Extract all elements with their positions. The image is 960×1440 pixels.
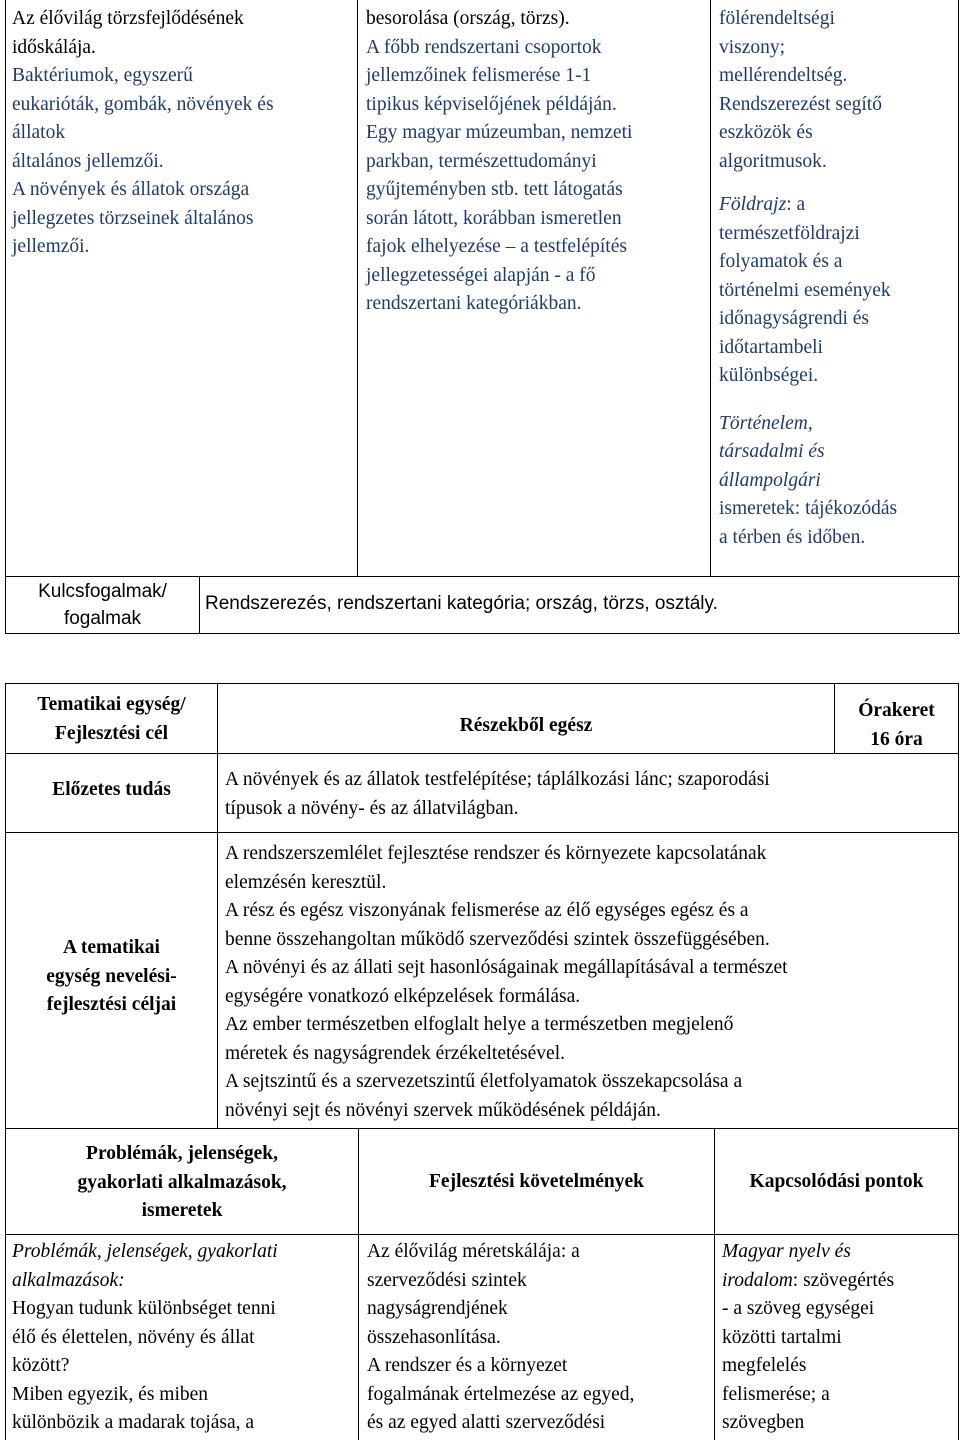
requirements-cell [366, 5, 706, 319]
problems-cell [12, 1238, 354, 1438]
topic-line: jellegzetes törzseinek általános [12, 207, 254, 229]
subject-name: Földrajz [719, 194, 787, 215]
subject-name: Történelem, [719, 412, 813, 434]
key-concepts-label-line: fogalmak [63, 608, 142, 629]
table-rule [5, 1128, 959, 1129]
connection-line: ismeretek: tájékozódás [719, 498, 898, 519]
requirement-line: fajok elhelyezése – a testfelépítés [366, 236, 627, 257]
goals-label-line: A tematikai [63, 937, 160, 958]
problem-line: különbözik a madarak tojása, a [12, 1412, 255, 1433]
table-rule [958, 0, 959, 634]
prior-knowledge-text [225, 766, 955, 823]
unit-label-line: Tematikai egység/ [37, 694, 186, 715]
development-line: összehasonlítása. [367, 1326, 501, 1348]
problems-header-line: ismeretek [141, 1200, 223, 1221]
topics-cell [12, 5, 352, 262]
subject-name: állampolgári [719, 469, 821, 491]
link-line: - a szöveg egységei [722, 1298, 875, 1319]
prior-knowledge-line: A növények és az állatok testfelépítése; táplálkozási lánc; szaporodási [225, 769, 770, 790]
link-line: megfelelés [722, 1355, 807, 1376]
requirement-line: A főbb rendszertani csoportok [366, 36, 602, 58]
table-rule [710, 0, 711, 577]
links-cell [722, 1238, 956, 1438]
prior-knowledge-label: Előzetes tudás [52, 779, 171, 800]
requirement-line: során látott, korábban ismeretlen [366, 207, 622, 229]
problem-line: élő és élettelen, növény és állat [12, 1326, 255, 1348]
goals-line: benne összehangoltan működő szerveződési szintek összefüggésében. [225, 928, 770, 950]
connection-line: különbségei. [719, 365, 819, 386]
connection-line: folyamatok és a [719, 251, 843, 272]
table-rule [5, 683, 959, 684]
requirement-line: tipikus képviselőjének példáján. [366, 93, 617, 115]
goals-line: A rész és egész viszonyának felismerése az élő egységes egész és a [225, 900, 749, 921]
development-line: fogalmának értelmezése az egyed, [367, 1383, 635, 1405]
connection-line: eszközök és [719, 122, 813, 143]
goals-line: egységére vonatkozó elképzelések formálása. [225, 985, 581, 1007]
goals-line: A rendszerszemlélet fejlesztése rendszer és környezete kapcsolatának [225, 843, 767, 864]
connection-line: időnagyságrendi és [719, 308, 870, 329]
connection-line: fölérendeltségi [719, 8, 835, 29]
problems-subheading: alkalmazások: [12, 1269, 125, 1291]
hours-label: Órakeret [858, 700, 935, 721]
development-line: nagyságrendjének [367, 1298, 508, 1319]
key-concepts-label-line: Kulcsfogalmak/ [38, 581, 167, 602]
connection-line: viszony; [719, 36, 786, 58]
goals-line: méretek és nagyságrendek érzékeltetésével. [225, 1042, 565, 1064]
goals-label-line: fejlesztési céljai [46, 994, 177, 1015]
development-line: A rendszer és a környezet [367, 1355, 568, 1376]
development-cell [367, 1238, 711, 1438]
requirement-line: jellegzetességei alapján - a fő [366, 264, 596, 286]
requirement-line: jellemzőinek felismerése 1-1 [366, 65, 592, 86]
goals-text [225, 840, 955, 1125]
table-rule [5, 0, 6, 634]
link-line: felismerése; a [722, 1383, 830, 1405]
topic-line: eukarióták, gombák, növények és [12, 93, 274, 115]
table-rule [5, 753, 959, 754]
link-line [722, 1267, 956, 1296]
topic-line: Baktériumok, egyszerű [12, 65, 193, 86]
hours-value: 16 óra [870, 728, 923, 750]
goals-label-line: egység nevelési- [46, 965, 177, 987]
problem-line: Miben egyezik, és miben [12, 1383, 209, 1405]
table-rule [958, 683, 959, 1440]
key-concepts-label [6, 577, 199, 632]
problem-line: Hogyan tudunk különbséget tenni [12, 1298, 276, 1319]
goals-line: A sejtszintű és a szervezetszintű életfolyamatok összekapcsolása a [225, 1071, 743, 1092]
development-line: Az élővilág méretskálája: a [367, 1241, 580, 1262]
connection-line: mellérendeltség. [719, 65, 848, 86]
requirement-line: gyűjteményben stb. tett látogatás [366, 179, 623, 200]
connection-line: a térben és időben. [719, 526, 866, 548]
requirement-line: parkban, természettudományi [366, 150, 597, 172]
connection-line: természetföldrajzi [719, 222, 860, 244]
requirement-line: rendszertani kategóriákban. [366, 293, 582, 314]
table-rule [217, 683, 218, 1129]
requirement-line: besorolása (ország, törzs). [366, 8, 570, 29]
link-line: szövegben [722, 1412, 805, 1433]
connection-line: Rendszerezést segítő [719, 93, 882, 115]
goals-label [6, 934, 217, 1020]
subject-name: társadalmi és [719, 441, 825, 462]
requirement-line: Egy magyar múzeumban, nemzeti [366, 122, 633, 143]
key-concepts-text: Rendszerezés, rendszertani kategória; ország, törzs, osztály. [205, 593, 718, 614]
topic-line: általános jellemzői. [12, 150, 164, 172]
topic-line: időskálája. [12, 36, 96, 58]
topic-line: jellemzői. [12, 236, 90, 257]
table-rule [199, 577, 200, 634]
development-line: szerveződési szintek [367, 1269, 527, 1291]
goals-line: Az ember természetben elfoglalt helye a természetben megjelenő [225, 1014, 734, 1035]
table-rule [357, 0, 358, 577]
connection-line: történelmi események [719, 279, 891, 301]
requirements-header: Fejlesztési követelmények [429, 1171, 644, 1192]
topic-line: állatok [12, 122, 66, 143]
problems-subheading: Problémák, jelenségek, gyakorlati [12, 1241, 278, 1262]
problem-line: között? [12, 1355, 70, 1376]
table-rule [5, 832, 959, 833]
table-rule [5, 633, 960, 634]
problems-header [6, 1140, 358, 1226]
hours-frame [835, 697, 958, 754]
problems-header-line: Problémák, jelenségek, [86, 1143, 278, 1164]
unit-title: Részekből egész [459, 715, 593, 736]
connection-line: időtartambeli [719, 336, 823, 358]
link-line: közötti tartalmi [722, 1326, 842, 1348]
subject-name: Magyar nyelv és [722, 1241, 851, 1262]
connection-line [719, 191, 957, 220]
development-line: és az egyed alatti szerveződési [367, 1412, 606, 1433]
goals-line: A növényi és az állati sejt hasonlóságainak megállapításával a természet [225, 957, 788, 978]
table-rule [5, 1234, 959, 1235]
unit-label [6, 691, 217, 748]
connection-text: : a [786, 194, 806, 215]
connections-cell [719, 5, 957, 552]
prior-knowledge-line: típusok a növény- és az állatvilágban. [225, 797, 519, 819]
unit-label-line: Fejlesztési cél [54, 722, 169, 744]
link-text: : szövegértés [792, 1269, 895, 1291]
goals-line: növényi sejt és növényi szervek működésének példáján. [225, 1099, 661, 1121]
connection-line: algoritmusok. [719, 150, 827, 172]
problems-header-line: gyakorlati alkalmazások, [77, 1171, 287, 1193]
topic-line: A növények és állatok országa [12, 179, 250, 200]
goals-line: elemzésén keresztül. [225, 871, 387, 893]
topic-line: Az élővilág törzsfejlődésének [12, 8, 244, 29]
subject-name: irodalom [722, 1269, 793, 1291]
connections-header: Kapcsolódási pontok [749, 1171, 924, 1192]
